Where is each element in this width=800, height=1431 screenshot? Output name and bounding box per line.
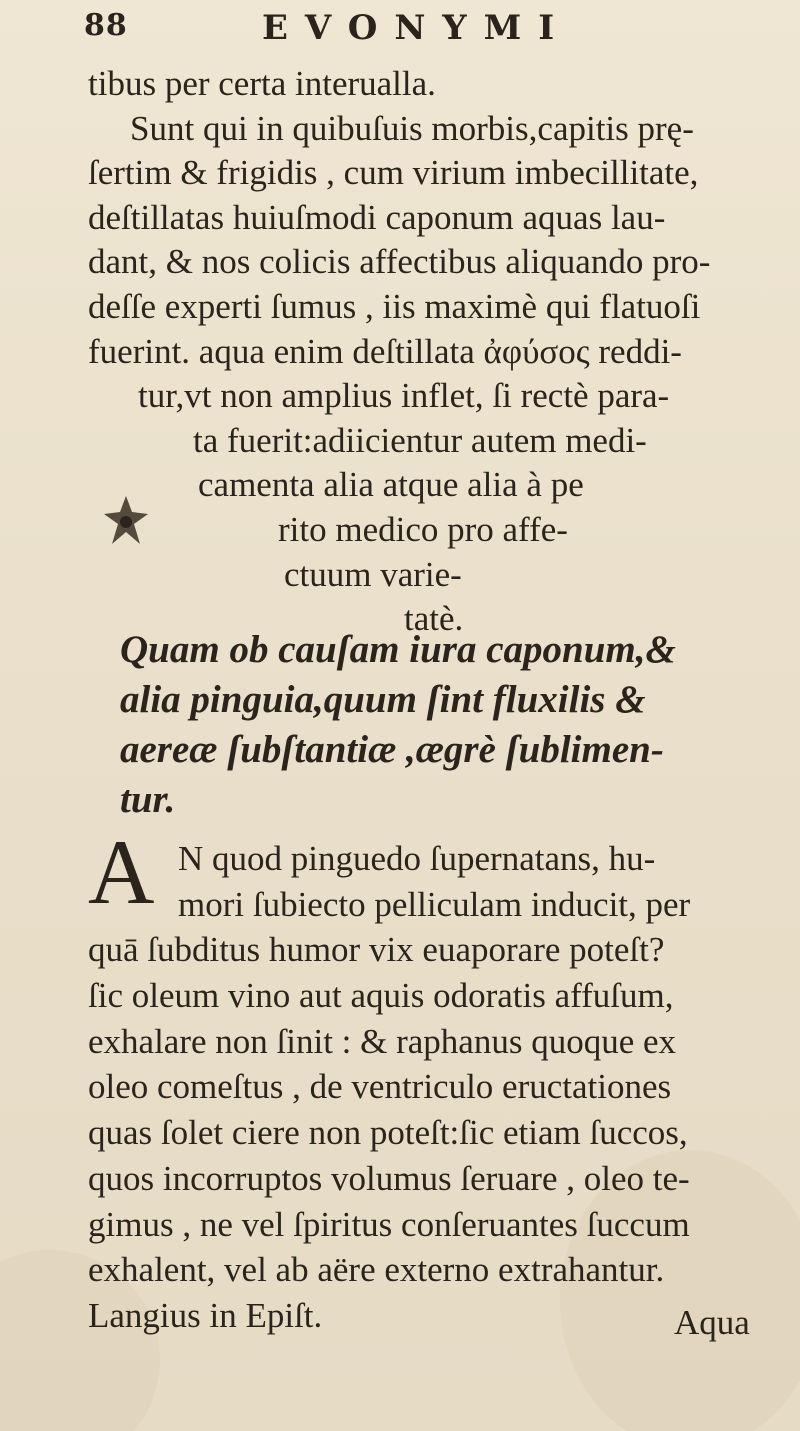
section-heading <box>120 625 800 825</box>
text-line: fuerint. aqua enim deſtillata ἀφύσος reddi- <box>88 331 682 371</box>
text-line: exhalare non ſinit : & raphanus quoque ex <box>88 1021 677 1061</box>
heading-line: tur. <box>120 778 176 821</box>
text-line: deſſe experti ſumus , iis maximè qui flatuoſi <box>88 286 701 326</box>
heading-line: Quam ob cauſam iura caponum,& <box>120 628 676 671</box>
heading-line: aereæ ſubſtantiæ ,ægrè ſublimen- <box>120 728 664 771</box>
text-line: tur,vt non amplius inflet, ſi rectè para- <box>138 376 670 416</box>
text-line: camenta alia atque alia à pe <box>198 465 584 505</box>
text-line: ta fuerit:adiicientur autem medi- <box>193 420 647 460</box>
text-line: Langius in Epiſt. <box>88 1295 323 1335</box>
text-line: quā ſubditus humor vix euaporare poteſt? <box>88 930 665 970</box>
text-line: Sunt qui in quibuſuis morbis,capitis prę- <box>130 108 694 148</box>
text-line: rito medico pro affe- <box>278 509 568 549</box>
text-line: dant, & nos colicis affectibus aliquando pro- <box>88 242 711 282</box>
running-head: EVONYMI <box>262 8 572 48</box>
text-line: quas ſolet ciere non poteſt:ſic etiam ſuccos, <box>88 1113 688 1153</box>
text-line: oleo comeſtus , de ventriculo eructationes <box>88 1067 672 1107</box>
paragraph-2 <box>88 836 798 1339</box>
printer-ornament-icon <box>98 492 154 556</box>
text-line: N quod pinguedo ſupernatans, hu- <box>178 839 656 878</box>
text-line: gimus , ne vel ſpiritus conſeruantes ſuccum <box>88 1204 690 1244</box>
catchword: Aqua <box>674 1303 750 1342</box>
heading-line: alia pinguia,quum ſint fluxilis & <box>120 678 646 721</box>
text-line: mori ſubiecto pelliculam inducit, per <box>178 884 691 924</box>
text-line: ctuum varie- <box>284 554 462 594</box>
page-header <box>84 8 604 56</box>
text-line: tatè. <box>404 599 464 639</box>
paragraph-1 <box>88 62 788 642</box>
page-number: 88 <box>84 8 128 43</box>
text-line: tibus per certa interualla. <box>88 64 436 103</box>
text-line: ſic oleum vino aut aquis odoratis affuſum, <box>88 976 674 1016</box>
text-line: quos incorruptos volumus ſeruare , oleo te- <box>88 1158 690 1198</box>
text-line: exhalent, vel ab aëre externo extrahantur. <box>88 1250 665 1290</box>
text-line: ſertim & frigidis , cum virium imbecillitate, <box>88 153 699 193</box>
text-line: deſtillatas huiuſmodi caponum aquas lau- <box>88 197 666 237</box>
drop-cap: A <box>88 821 155 923</box>
